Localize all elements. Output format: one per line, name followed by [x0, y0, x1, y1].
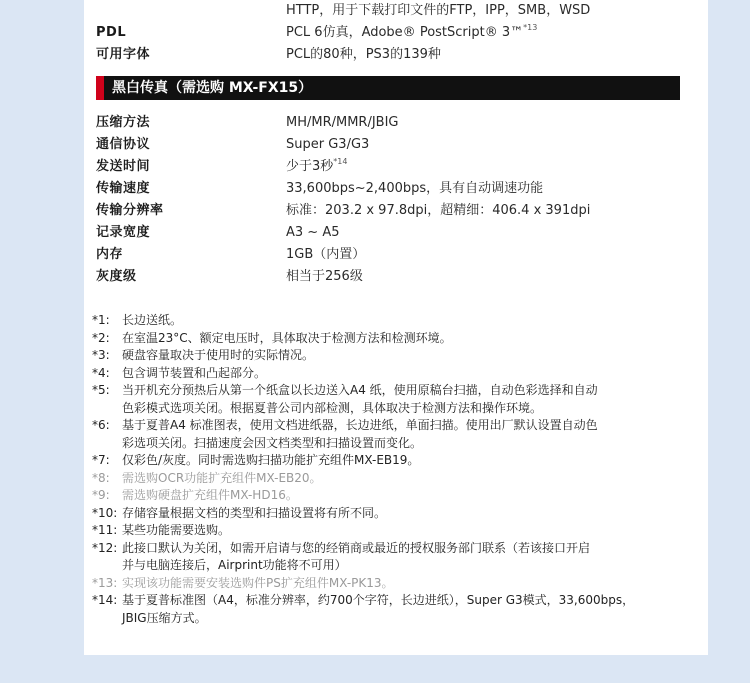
footnotes — [92, 312, 692, 627]
spec-value: PCL的80种，PS3的139种 — [286, 47, 441, 62]
section-header-fax — [96, 76, 680, 100]
footnote-text: 某些功能需要选购。 — [122, 523, 231, 537]
footnote-text: 仅彩色/灰度。同时需选购扫描功能扩充组件MX-EB19。 — [122, 453, 420, 467]
footnote-ref: *13 — [523, 23, 538, 32]
footnote — [92, 382, 692, 417]
spec-row-pdl — [96, 22, 696, 44]
footnote-text: 实现该功能需要安装选购件PS扩充组件MX-PK13。 — [122, 575, 394, 590]
spec-value: PCL 6仿真，Adobe® PostScript® 3™$^{*13}$ — [286, 23, 538, 40]
spec-row-protocols — [96, 0, 696, 22]
footnote — [92, 575, 692, 593]
footnote — [92, 312, 692, 330]
footnote-number: *9: — [92, 488, 110, 502]
footnote-number: *13: — [92, 575, 118, 590]
spec-value: Super G3/G3 — [286, 137, 370, 152]
footnote-number: *4: — [92, 365, 110, 380]
footnote-number: *11: — [92, 523, 118, 537]
footnote-number: *6: — [92, 418, 110, 432]
footnote — [92, 347, 692, 365]
footnote — [92, 365, 692, 383]
spec-label: 传输分辨率 — [96, 203, 164, 218]
footnote-text: 当开机充分预热后从第一个纸盒以长边送入A4 纸，使用原稿台扫描，自动色彩选择和自动 — [122, 383, 598, 397]
footnote-text: JBIG压缩方式。 — [122, 610, 207, 625]
spec-label: PDL — [96, 25, 127, 40]
footnote-number: *8: — [92, 470, 110, 485]
footnote — [92, 330, 692, 348]
footnote — [92, 540, 692, 575]
spec-value: 少于3秒$^{*14}$ — [286, 157, 348, 174]
spec-label: 灰度级 — [96, 269, 137, 284]
spec-value: 标准：203.2 x 97.8dpi，超精细：406.4 x 391dpi — [286, 203, 591, 218]
footnote-text: 并与电脑连接后，Airprint功能将不可用） — [122, 558, 347, 572]
spec-label: 压缩方法 — [96, 115, 151, 130]
footnote-text: 彩选项关闭。扫描速度会因文档类型和扫描设置而变化。 — [122, 435, 423, 450]
footnote — [92, 452, 692, 470]
footnote — [92, 470, 692, 488]
footnote-number: *10: — [92, 505, 118, 520]
spec-label: 通信协议 — [96, 137, 151, 152]
fax-row-speed — [96, 178, 696, 200]
spec-value: HTTP，用于下载打印文件的FTP，IPP，SMB，WSD — [286, 3, 591, 18]
spec-value: A3 ~ A5 — [286, 225, 340, 240]
footnote-number: *2: — [92, 330, 110, 345]
fax-row-send-time — [96, 156, 696, 178]
footnote-text: 需选购硬盘扩充组件MX-HD16。 — [122, 488, 298, 502]
spec-label: 记录宽度 — [96, 225, 151, 240]
footnote-number: *3: — [92, 348, 110, 362]
section-accent — [96, 76, 104, 100]
footnote-text: 色彩模式选项关闭。根据夏普公司内部检测，具体取决于检测方法和操作环境。 — [122, 400, 543, 415]
spec-label: 内存 — [96, 247, 124, 262]
spec-value: MH/MR/MMR/JBIG — [286, 115, 399, 130]
fax-row-compression — [96, 112, 696, 134]
footnote-number: *14: — [92, 593, 118, 607]
spec-label: 发送时间 — [96, 159, 151, 174]
footnote — [92, 522, 692, 540]
footnote-text: 硬盘容量取决于使用时的实际情况。 — [122, 348, 315, 362]
spec-row-fonts — [96, 44, 696, 66]
footnote-text: 需选购OCR功能扩充组件MX-EB20。 — [122, 470, 322, 485]
footnote-ref: *14 — [333, 157, 348, 166]
footnote — [92, 487, 692, 505]
spec-value: 33,600bps~2,400bps，具有自动调速功能 — [286, 181, 544, 196]
fax-row-resolution — [96, 200, 696, 222]
spec-label: 传输速度 — [96, 181, 151, 196]
footnote-number: *7: — [92, 453, 110, 467]
footnote-text: 在室温23°C、额定电压时，具体取决于检测方法和检测环境。 — [122, 330, 452, 345]
footnote — [92, 417, 692, 452]
footnote-number: *1: — [92, 313, 110, 327]
section-title: 黑白传真（需选购 MX-FX15） — [112, 80, 313, 96]
fax-row-width — [96, 222, 696, 244]
footnote-text: 存储容量根据文档的类型和扫描设置将有所不同。 — [122, 505, 387, 520]
footnote — [92, 505, 692, 523]
spec-label: 可用字体 — [96, 47, 151, 62]
fax-row-protocol — [96, 134, 696, 156]
footnote-text: 此接口默认为关闭，如需开启请与您的经销商或最近的授权服务部门联系（若该接口开启 — [122, 540, 591, 555]
fax-row-grayscale — [96, 266, 696, 288]
footnote — [92, 592, 692, 627]
spec-sheet — [84, 0, 708, 655]
footnote-text: 基于夏普A4 标准图表，使用文档进纸器，长边进纸，单面扫描。使用出厂默认设置自动色 — [122, 418, 598, 432]
footnote-number: *5: — [92, 383, 110, 397]
footnote-number: *12: — [92, 540, 118, 555]
footnote-text: 基于夏普标准图（A4，标准分辨率，约700个字符，长边进纸），Super G3模式，33,600bps， — [122, 593, 635, 607]
spec-value: 相当于256级 — [286, 269, 363, 284]
fax-row-memory — [96, 244, 696, 266]
footnote-text: 包含调节装置和凸起部分。 — [122, 365, 267, 380]
footnote-text: 长边送纸。 — [122, 313, 183, 327]
spec-value: 1GB（内置） — [286, 247, 366, 262]
